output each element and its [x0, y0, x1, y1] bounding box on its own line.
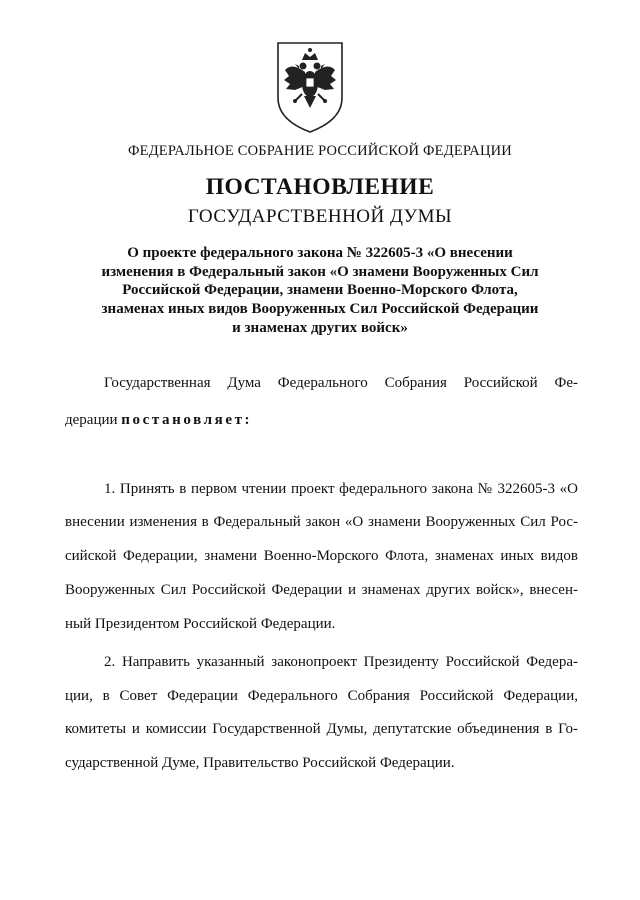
subject-line: изменения в Федеральный закон «О знамени Вооруженных Сил: [101, 263, 539, 280]
paragraph-line: сийской Федерации, знамени Военно-Морского Флота, знаменах иных видов: [65, 548, 578, 564]
preamble-line: [65, 412, 578, 429]
org-line: ФЕДЕРАЛЬНОЕ СОБРАНИЕ РОССИЙСКОЙ ФЕДЕРАЦИИ: [128, 143, 512, 159]
paragraph-line: Вооруженных Сил Российской Федерации и знаменах других войск», внесен-: [65, 582, 578, 598]
subject-line: знаменах иных видов Вооруженных Сил Российской Федерации: [101, 301, 539, 318]
document-title: ПОСТАНОВЛЕНИЕ: [205, 174, 435, 200]
subject-line: Российской Федерации, знамени Военно-Морского Флота,: [122, 282, 518, 299]
paragraph-line: 2. Направить указанный законопроект Президенту Российской Федера-: [104, 654, 578, 670]
paragraph-line: сударственной Думе, Правительство Российской Федерации.: [65, 755, 455, 771]
subject-line: О проекте федерального закона № 322605-3 «О внесении: [127, 245, 513, 261]
paragraph-line: ции, в Совет Федерации Федерального Собрания Российской Федерации,: [65, 688, 578, 704]
paragraph-line: комитеты и комиссии Государственной Думы, депутатские объединения в Го-: [65, 721, 578, 737]
paragraph-line: 1. Принять в первом чтении проект федерального закона № 322605-3 «О: [104, 481, 578, 497]
preamble-verb: постановляет:: [121, 412, 253, 428]
preamble-line: Государственная Дума Федерального Собрания Российской Фе-: [104, 375, 578, 391]
preamble-text: дерации: [65, 412, 122, 428]
subject-line: и знаменах других войск»: [232, 319, 408, 336]
subject-heading: [90, 244, 550, 338]
coat-of-arms-icon: [275, 40, 345, 135]
paragraph-line: внесении изменения в Федеральный закон «О знамени Вооруженных Сил Рос-: [65, 514, 578, 530]
document-subtitle: ГОСУДАРСТВЕННОЙ ДУМЫ: [187, 206, 453, 227]
paragraph-line: ный Президентом Российской Федерации.: [65, 616, 336, 632]
